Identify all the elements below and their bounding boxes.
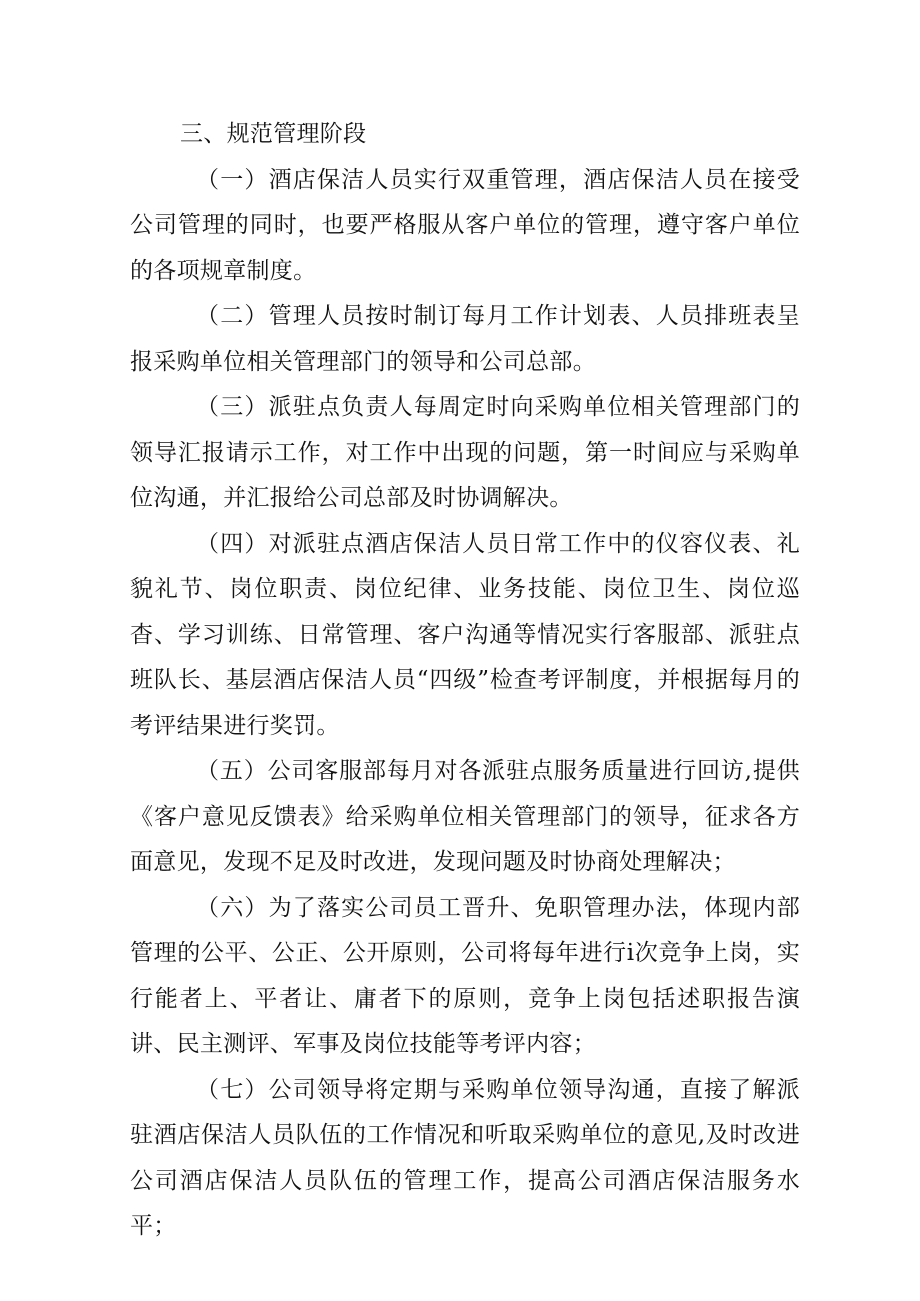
paragraph-3: （三）派驻点负责人每周定时向采购单位相关管理部门的领导汇报请示工作，对工作中出现的问题，第一时间应与采购单位沟通，并汇报给公司总部及时协调解决。 <box>130 394 800 511</box>
paragraph-5: （五）公司客服部每月对各派驻点服务质量进行回访,提供《客户意见反馈表》给采购单位相关管理部门的领导，征求各方面意见，发现不足及时改进，发现问题及时协商处理解决； <box>130 758 800 875</box>
section-heading: 三、规范管理阶段 <box>180 121 367 147</box>
paragraph-7: （七）公司领导将定期与采购单位领导沟通，直接了解派驻酒店保洁人员队伍的工作情况和听取采购单位的意见,及时改进公司酒店保洁人员队伍的管理工作，提高公司酒店保洁服务水平； <box>130 1076 800 1239</box>
paragraph-1: （一）酒店保洁人员实行双重管理，酒店保洁人员在接受公司管理的同时，也要严格服从客户单位的管理，遵守客户单位的各项规章制度。 <box>130 166 800 284</box>
paragraph-4: （四）对派驻点酒店保洁人员日常工作中的仪容仪表、礼貌礼节、岗位职责、岗位纪律、业务技能、岗位卫生、岗位巡杳、学习训练、日常管理、客户沟通等情况实行客服部、派驻点班队长、基层酒店保洁人员“四级”检查考评制度，并根据每月的考评结果进行奖罚。 <box>130 530 800 739</box>
paragraph-6: （六）为了落实公司员工晋升、免职管理办法，体现内部管理的公平、公正、公开原则，公司将每年进行i次竞争上岗，实行能者上、平者让、庸者下的原则，竞争上岗包括述职报告演讲、民主测评、军事及岗位技能等考评内容； <box>130 894 800 1057</box>
document-body <box>130 112 800 1250</box>
paragraph-2: （二）管理人员按时制订每月工作计划表、人员排班表呈报采购单位相关管理部门的领导和公司总部。 <box>130 303 800 375</box>
